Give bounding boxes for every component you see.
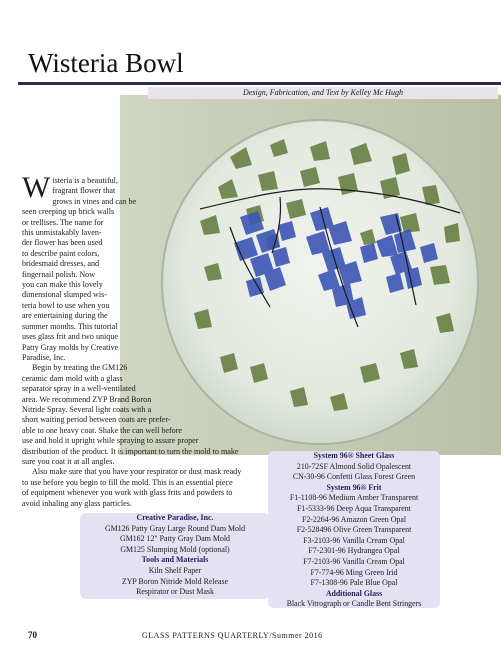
- box1-item: GM125 Slumping Mold (optional): [120, 544, 230, 554]
- box2-item: F7-2301-96 Hydrangea Opal: [308, 546, 400, 556]
- box2-item: F3-2103-96 Vanilla Cream Opal: [303, 535, 405, 545]
- article-line: seen creeping up brick walls: [22, 207, 115, 217]
- article-line: grows in vines and can be: [52, 196, 137, 206]
- box1-item: ZYP Boron Nitride Mold Release: [121, 576, 229, 586]
- article-line: bridesmaid dresses, and: [22, 259, 100, 269]
- article-line: dimensional slumped wis-: [22, 290, 107, 300]
- article-line: sure you coat it at all angles.: [22, 456, 115, 466]
- glass-list-box: [268, 451, 440, 608]
- article-line: uses glass frit and two unique: [22, 332, 118, 342]
- article-line: Also make sure that you have your respirator or dust mask ready: [32, 467, 242, 477]
- article-lines: [22, 171, 307, 509]
- box2-item: Black Vitrograph or Candle Bent Stringers: [286, 599, 422, 609]
- article-line: able to one heavy coat. Shake the can well before: [22, 425, 183, 435]
- article-body: [22, 171, 307, 509]
- article-line: Patty Gray molds by Creative: [22, 342, 119, 352]
- article-line: this unmistakably laven-: [22, 228, 102, 238]
- box2-item: F2-528496 Olive Green Transparent: [296, 525, 412, 535]
- article-line: short waiting period between coats are prefer-: [22, 415, 171, 425]
- box2-item: F2-2264-96 Amazon Green Opal: [301, 514, 407, 524]
- article-line: use and hold it upright while spraying to assure proper: [22, 436, 199, 446]
- page-number: 70: [28, 630, 37, 640]
- byline: Design, Fabrication, and Text by Kelley Mc Hugh: [148, 87, 498, 99]
- running-footer: GLASS PATTERNS QUARTERLY/Summer 2016: [142, 631, 323, 640]
- box2-item: CN-30-96 Confetti Glass Forest Green: [292, 472, 416, 482]
- article-line: Nitride Spray. Several light coats with a: [22, 404, 152, 414]
- article-line: avoid inhaling any glass particles.: [22, 498, 132, 508]
- box2-item: F7-774-96 Ming Green Irid: [310, 567, 398, 577]
- box2-item: F7-1308-96 Pale Blue Opal: [310, 578, 398, 588]
- article-line: summer months. This tutorial: [22, 321, 118, 331]
- box1-item: Kiln Shelf Paper: [148, 565, 202, 575]
- box2-item: F1-1108-96 Medium Amber Transparent: [289, 493, 419, 503]
- drop-cap: W: [22, 171, 51, 204]
- title-rule: [18, 82, 501, 85]
- article-line: area. We recommend ZYP Brand Boron: [22, 394, 152, 404]
- article-line: to use before you begin to fill the mold. This is an essential piece: [22, 477, 233, 487]
- article-line: to describe paint colors,: [22, 248, 100, 258]
- box2-heading: System 96® Sheet Glass: [313, 451, 395, 460]
- article-line: isteria is a beautiful,: [52, 176, 118, 185]
- article-line: Begin by treating the GM126: [32, 363, 128, 373]
- article-line: fingernail polish. Now: [22, 269, 96, 279]
- article-line: or trellises. The name for: [22, 217, 104, 227]
- article-line: of equipment whenever you work with glass frits and powders to: [22, 488, 233, 498]
- box1-item: GM126 Patty Gray Large Round Dam Mold: [104, 523, 246, 533]
- box2-item: F7-2103-96 Vanilla Cream Opal: [303, 556, 405, 566]
- box2-heading3: Additional Glass: [325, 588, 383, 598]
- article-line: Paradise, Inc.: [22, 352, 66, 362]
- article-line: distribution of the product. It is important to turn the mold to make: [22, 446, 239, 456]
- box1-item: Respirator or Dust Mask: [136, 587, 214, 597]
- box2-item: F1-5333-96 Deep Aqua Transparent: [297, 503, 411, 513]
- box1-heading: Creative Paradise, Inc.: [136, 513, 214, 522]
- box2-item: 210-72SF Almond Solid Opalescent: [296, 461, 412, 471]
- box2-heading2: System 96® Frit: [326, 482, 382, 492]
- article-line: you can make this lovely: [22, 280, 103, 290]
- article-line: separator spray in a well-ventilated: [22, 384, 136, 394]
- supplies-box: [80, 513, 270, 599]
- box1-item: GM162 12" Patty Gray Dam Mold: [120, 534, 230, 544]
- box1-heading2: Tools and Materials: [141, 555, 209, 565]
- article-line: der flower has been used: [22, 238, 103, 248]
- article-line: ceramic dam mold with a glass: [22, 373, 123, 383]
- article-line: are entertaining during the: [22, 311, 108, 321]
- article-line: teria bowl to use when you: [22, 300, 110, 310]
- page-title: Wisteria Bowl: [28, 48, 184, 78]
- article-line: fragrant flower that: [52, 186, 116, 196]
